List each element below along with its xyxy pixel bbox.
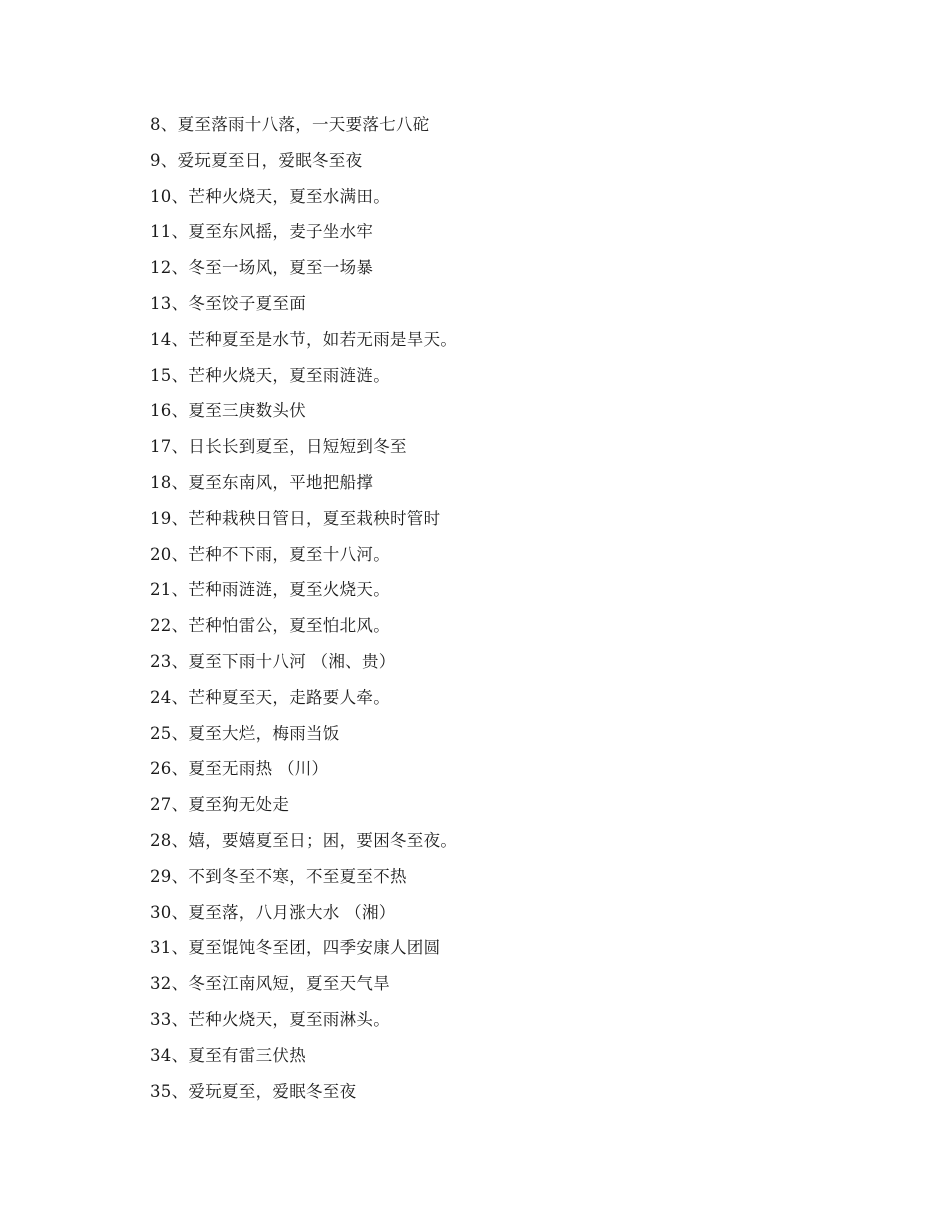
proverb-item: 23、夏至下雨十八河 （湘、贵）	[150, 651, 396, 671]
proverb-item: 35、爱玩夏至，爱眠冬至夜	[150, 1081, 357, 1101]
proverb-item: 31、夏至馄饨冬至团，四季安康人团圆	[150, 938, 441, 958]
proverb-item: 32、冬至江南风短，夏至天气旱	[150, 974, 390, 994]
proverb-item: 14、芒种夏至是水节，如若无雨是旱天。	[150, 329, 458, 349]
proverb-item: 20、芒种不下雨，夏至十八河。	[150, 544, 390, 564]
proverb-item: 8、夏至落雨十八落，一天要落七八砣	[150, 115, 430, 134]
proverb-item: 12、冬至一场风，夏至一场暴	[150, 258, 374, 278]
proverb-item: 21、芒种雨涟涟，夏至火烧天。	[150, 580, 390, 600]
proverb-item: 16、夏至三庚数头伏	[150, 401, 306, 421]
proverb-item: 19、芒种栽秧日管日，夏至栽秧时管时	[150, 508, 441, 528]
proverb-item: 17、日长长到夏至，日短短到冬至	[150, 437, 407, 457]
proverb-item: 18、夏至东南风，平地把船撑	[150, 472, 374, 492]
proverb-item: 29、不到冬至不寒，不至夏至不热	[150, 866, 407, 886]
proverb-item: 27、夏至狗无处走	[150, 795, 290, 815]
proverb-item: 15、芒种火烧天，夏至雨涟涟。	[150, 365, 390, 385]
proverb-item: 34、夏至有雷三伏热	[150, 1045, 306, 1065]
proverb-item: 26、夏至无雨热 （川）	[150, 759, 329, 779]
proverb-item: 11、夏至东风摇，麦子坐水牢	[150, 222, 374, 242]
proverb-item: 25、夏至大烂，梅雨当饭	[150, 723, 340, 743]
proverb-item: 22、芒种怕雷公，夏至怕北风。	[150, 616, 390, 636]
proverb-item: 33、芒种火烧天，夏至雨淋头。	[150, 1009, 390, 1029]
proverb-item: 28、嬉，要嬉夏至日；困，要困冬至夜。	[150, 830, 458, 850]
proverb-item: 13、冬至饺子夏至面	[150, 293, 306, 313]
proverb-item: 24、芒种夏至天，走路要人牵。	[150, 687, 390, 707]
proverb-item: 9、爱玩夏至日，爱眠冬至夜	[150, 150, 363, 170]
proverb-list	[150, 107, 457, 1109]
proverb-item: 10、芒种火烧天，夏至水满田。	[150, 186, 390, 206]
proverb-item: 30、夏至落，八月涨大水 （湘）	[150, 902, 396, 922]
